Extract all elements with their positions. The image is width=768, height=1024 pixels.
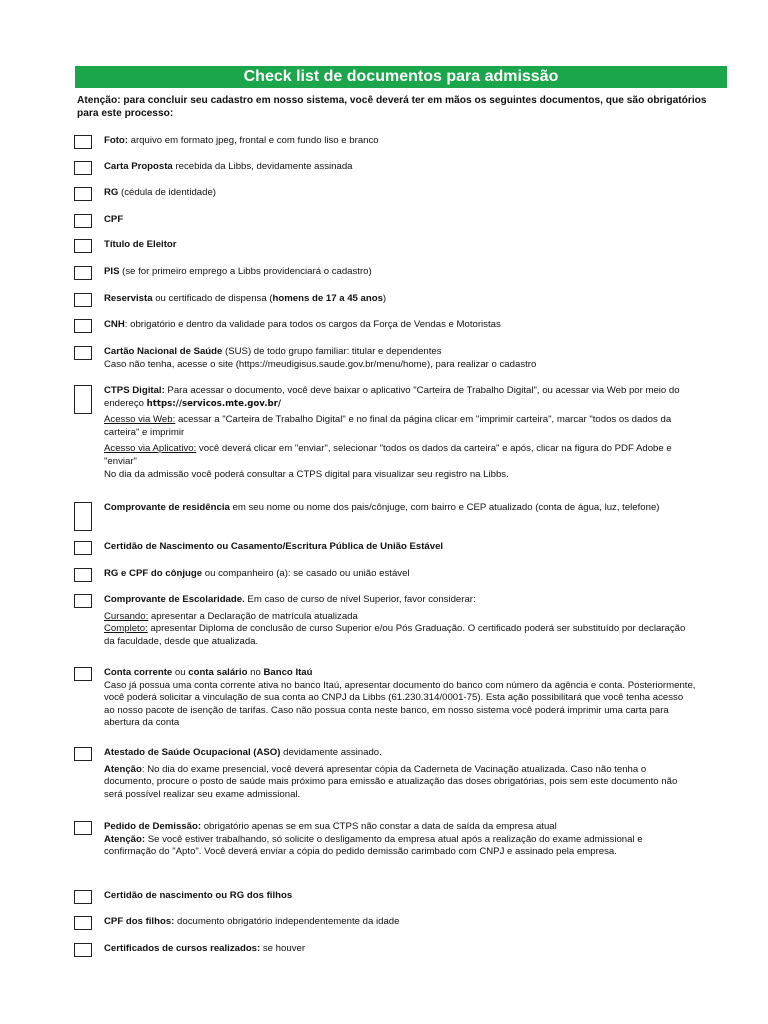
checkbox[interactable] [74, 890, 92, 904]
checkbox[interactable] [74, 541, 92, 555]
ctps-url[interactable]: https://servicos.mte.gov.br/ [146, 398, 281, 409]
checkbox[interactable] [74, 293, 92, 307]
checkbox[interactable] [74, 266, 92, 280]
checkbox[interactable] [74, 346, 92, 360]
checkbox[interactable] [74, 239, 92, 253]
checkbox[interactable] [74, 594, 92, 608]
intro-text: Atenção: para concluir seu cadastro em nosso sistema, você deverá ter em mãos os seguintes documentos, que são obrigatórios para este processo: [77, 95, 707, 119]
checkbox[interactable] [74, 916, 92, 930]
checkbox[interactable] [74, 214, 92, 228]
checkbox[interactable] [74, 187, 92, 201]
checkbox[interactable] [74, 319, 92, 333]
checkbox[interactable] [74, 667, 92, 681]
checkbox[interactable] [74, 161, 92, 175]
checkbox[interactable] [74, 385, 92, 414]
checkbox[interactable] [74, 747, 92, 761]
checkbox[interactable] [74, 568, 92, 582]
checkbox[interactable] [74, 502, 92, 531]
checkbox[interactable] [74, 135, 92, 149]
document-page: Check list de documentos para admissão Atenção: para concluir seu cadastro em nosso sistema, você deverá ter em mãos os seguintes documentos, que são obrigatórios para este processo: Foto: arquivo em formato jpeg, frontal e com fundo liso e branco Carta Proposta recebida da Libbs, devidamente assinada RG (cédula de identidade) CPF Título de Eleitor PIS (se for primeiro emprego a Libbs providenciará o cadastro) Reservista ou certificado de dispensa (homens de 17 a 45 anos) CNH: obrigatório e dentro da validade para todos os cargos da Força de Vendas e Motoristas Cartão Nacional de Saúde (SUS) de todo grupo familiar: titular e dependentes Caso não tenha, acesse o site (https://meudigisus.saude.gov.br/menu/home), para realizar o cadastro CTPS Digital: Para acessar o documento, você deve baixar o aplicativo "Carteira de Trabalho Digital", ou acessar via Web por meio do endereço https://servicos.mte.gov.br/ Acesso via Web: acessar a "Carteira de Trabalho Digital" e no final da página clicar em "imprimir carteira", marcar "todos os dados da carteira" e imprimir Acesso via Aplicativo: você deverá clicar em "enviar", selecionar "todos os dados da carteira" e após, clicar na figura do PDF Adobe e "enviar" No dia da admissão você poderá consultar a CTPS digital para visualizar seu registro na Libbs. Comprovante de residência em seu nome ou nome dos pais/cônjuge, com bairro e CEP atualizado (conta de água, luz, telefone) Certidão de Nascimento ou Casamento/Escritura Pública de União Estável RG e CPF do cônjuge ou companheiro (a): se casado ou união estável Comprovante de Escolaridade. Em caso de curso de nível Superior, favor considerar: Cursando: apresentar a Declaração de matrícula atualizada Completo: apresentar Diploma de conclusão de curso Superior e/ou Pós Graduação. O certificado poderá ser substituído por declaração da faculdade, desde que atualizada. Conta corrente ou conta salário no Banco Itaú Caso já possua uma conta corrente ativa no banco Itaú, apresentar documento do banco com número da agência e conta. Posteriormente, você poderá solicitar a vinculação de sua conta ao CNPJ da Libbs (61.230.314/0001-75). Esta ação possibilitará que você tenha acesso ao nosso pacote de isenção de tarifas. Caso não possua conta neste banco, em nosso sistema você poderá imprimir uma carta para abertura da conta Atestado de Saúde Ocupacional (ASO) devidamente assinado. Atenção: No dia do exame presencial, você deverá apresentar cópia da Caderneta de Vacinação atualizada. Caso não tenha o documento, procure o posto de saúde mais próximo para emissão e atualização das doses obrigatórias, pois sem este documento não será possível realizar seu exame admissional. Pedido de Demissão: obrigatório apenas se em sua CTPS não constar a data de saída da empresa atual Atenção: Se você estiver trabalhando, só solicite o desligamento da empresa atual após a realização do exame admissional e confirmação do "Apto". Você deverá enviar a cópia do pedido demissão carimbado com CNPJ e assinado pela empresa. Certidão de nascimento ou RG dos filhos CPF dos filhos: documento obrigatório independentemente da idade Certificados de cursos realizados: se houver [0, 0, 768, 1024]
checkbox[interactable] [74, 821, 92, 835]
page-title: Check list de documentos para admissão [75, 66, 727, 88]
checkbox[interactable] [74, 943, 92, 957]
